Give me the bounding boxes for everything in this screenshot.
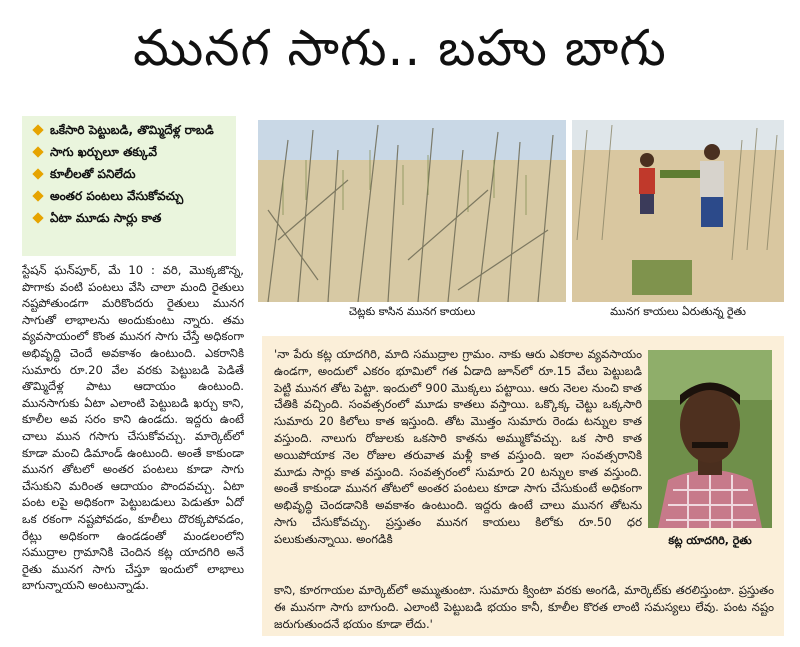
highlight-item [32, 188, 230, 204]
highlight-text: అంతర పంటలు వేసుకోవచ్చు [50, 189, 184, 203]
diamond-bullet-icon [32, 168, 43, 179]
quote-text-continued: కాని, కూరగాయల మార్కెట్‌లో అమ్ముతుంటా. సుమారు క్వింటా వరకు అంగడి, మార్కెట్‌కు తరలిస్తుంటా. ప్రస్తుతం ఈ మునగా సాగు బాగుంది. ఎలాంటి పెట్టుబడి భయం కానీ, కూలీల కొరత లాంటి సమస్యలు లేవు. పంట నష్టం జరుగుతుందనే భయం కూడా లేదు.' [274, 583, 774, 631]
highlight-text: ఏటా మూడు సార్లు కాత [50, 211, 162, 225]
drumstick-trees-photo [258, 120, 566, 302]
diamond-bullet-icon [32, 212, 43, 223]
diamond-bullet-icon [32, 190, 43, 201]
farmer-portrait [648, 350, 772, 528]
highlight-item [32, 144, 230, 160]
highlight-text: ఒకేసారి పెట్టుబడి, తొమ్మిదేళ్ల రాబడి [50, 123, 214, 137]
highlight-text: సాగు ఖర్చులూ తక్కువే [50, 145, 157, 159]
article-body: స్టేషన్ ఘన్‌పూర్, మే 10 : వరి, మొక్కజొన్న, పొగాకు వంటి పంటలు వేసి చాలా మంది రైతులు నష్టపోతుండగా మరికొందరు రైతులు మునగ సాగుతో లాభాలను అందుకుంటు న్నారు. తమ వ్యవసాయంలో కొంత మునగ సాగు చేస్తే అధికంగా అభివృద్ధి చెందే అవకాశం ఉంటుంది. ఎకరానికి సుమారు రూ.20 వేల వరకు పెట్టుబడి పెడితే తొమ్మిదేళ్ల పాటు ఆదాయం ఉంటుంది. మునసాగుకు ఏటా ఎలాంటి పెట్టుబడి ఖర్చు కాని, కూలీల అవ సరం కాని ఉండదు. ఇద్దరు ఉంటే చాలు మున గసాగు చేసుకోవచ్చు. మార్కెట్‌లో కూడా మంచి డిమాండ్ ఉంటుంది. అంతే కాకుండా మునగ తోటలో అంతర పంటలు కూడా సాగు చేసుకుని మరింత ఆదాయం పొందవచ్చు. ఏటా పంట లపై అధికంగా పెట్టుబడులు పెడుతూ ఏదో ఒక రకంగా నష్టపోవడం, కూలీలు దొరక్కపోవడం, రేట్లు అధికంగా ఉండడంతో మండలంలోని సముద్రాల గ్రామానికి చెందిన కట్ల యాదగిరి అనే రైతు మునగ సాగు చేస్తూ ఇందులో లాభాలు బాగున్నాయని అంటున్నాడు. [22, 263, 244, 593]
diamond-bullet-icon [32, 146, 43, 157]
farmer-harvesting-photo [572, 120, 784, 302]
headline: మునగ సాగు.. బహు బాగు [133, 18, 667, 77]
photo1-caption: చెట్లకు కాసిన మునగ కాయలు [348, 305, 476, 318]
diamond-bullet-icon [32, 124, 43, 135]
highlight-text: కూలీలతో పనిలేదు [50, 167, 136, 181]
highlight-item [32, 166, 230, 182]
highlight-item [32, 210, 230, 226]
highlight-item [32, 122, 230, 138]
farmer-quote-box [262, 336, 784, 636]
quote-text: 'నా పేరు కట్ల యాదగిరి, మాది సముద్రాల గ్రామం. నాకు ఆరు ఎకరాల వ్యవసాయం ఉండగా, అందులో ఎకరం భూమిలో గత ఏడాది జూన్‌లో రూ.15 వేలు పెట్టుబడి పెట్టి మునగ తోట పెట్టా. ఇందులో 900 మొక్కలు పట్టాయి. ఆరు నెలల నుంచి కాత చేతికి వచ్చింది. సంవత్సరంలో మూడు కాతలు వస్తాయి. ఒక్కొక్క చెట్టు ఒక్కసారి సుమారు 20 కిలోలు కాత ఇస్తుంది. తోట మొత్తం సుమారు రెండు టన్నుల కాత వస్తుంది. నాలుగు రోజులకు ఒకసారి కాతను అమ్ముకోవచ్చు. ఒక సారి కాత అయిపోయాక నెల రోజుల తరువాత మళ్లీ కాత వస్తుంది. ఇలా సంవత్సరానికి మూడు సార్లు కాత వస్తుంది. సంవత్సరంలో సుమారు 20 టన్నుల కాత వస్తుంది. అంతే కాకుండా మునగ తోటలో అంతర పంటలు కూడా సాగు చేసుకుంటే అధికంగా అభివృద్ధి చెందడానికి అవకాశం ఉంటుంది. ఇద్దరు ఉంటే చాలు మునగ తోటను సాగు చేసుకోవచ్చు. ప్రస్తుతం మునగ కాయలు కిలోకు రూ.50 ధర పలుకుతున్నాయి. అంగడికి [274, 347, 642, 546]
portrait-caption: కట్ల యాదగిరి, రైతు [668, 534, 752, 547]
highlights-box [22, 116, 236, 256]
photo2-caption: మునగ కాయలు ఏరుతున్న రైతు [610, 305, 746, 318]
